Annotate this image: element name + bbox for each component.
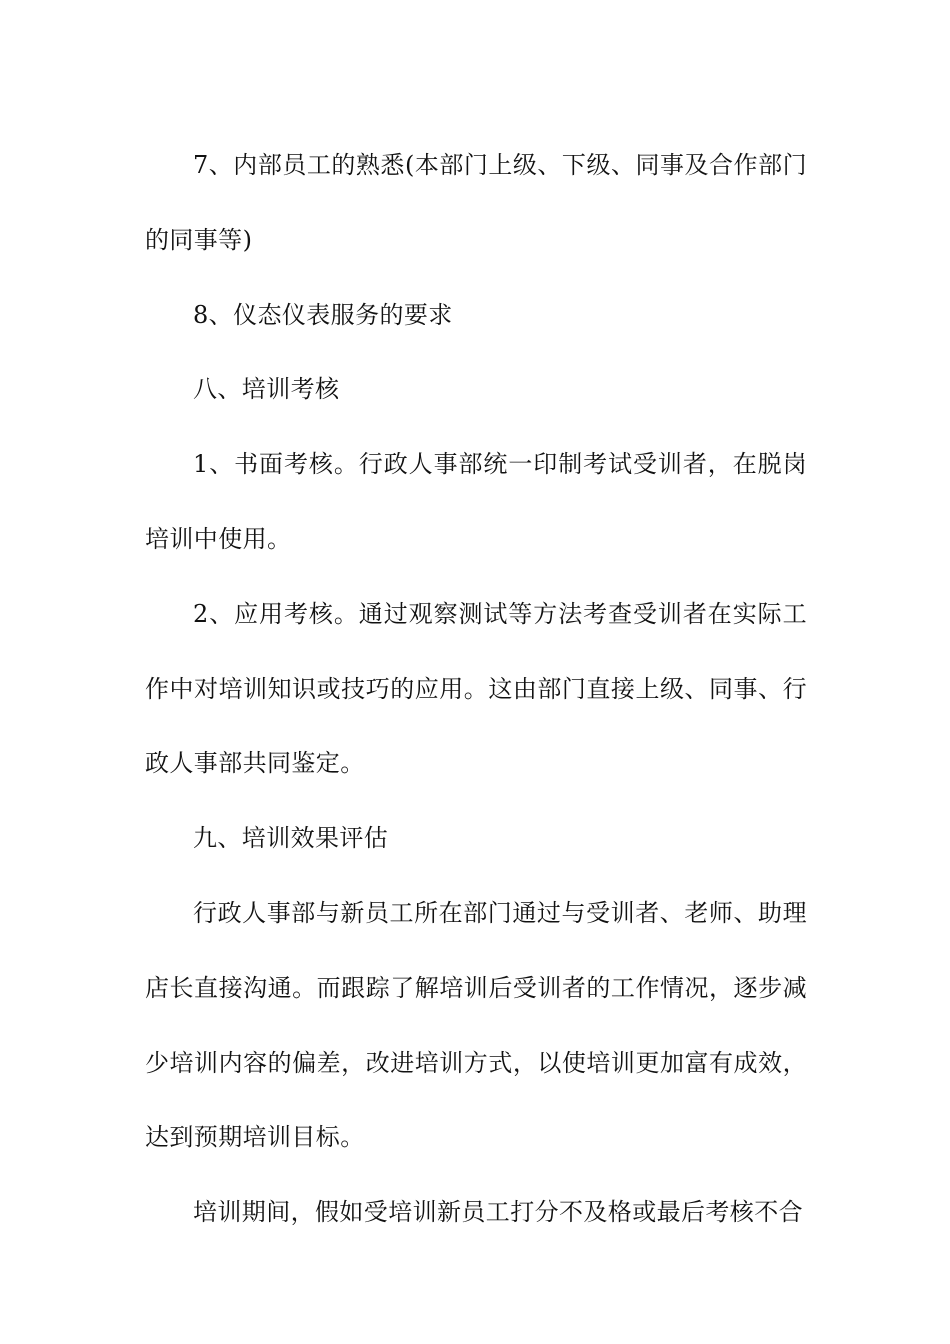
paragraph-written-assessment: 1、书面考核。行政人事部统一印制考试受训者，在脱岗培训中使用。	[145, 450, 807, 553]
document-body	[145, 128, 807, 1250]
section-heading-training-assessment: 八、培训考核	[193, 375, 340, 404]
paragraph-item-7-colleagues: 7、内部员工的熟悉(本部门上级、下级、同事及合作部门的同事等)	[145, 151, 807, 254]
section-heading-training-evaluation: 九、培训效果评估	[193, 824, 389, 853]
paragraph-evaluation-process: 行政人事部与新员工所在部门通过与受训者、老师、助理店长直接沟通。而跟踪了解培训后受训者的工作情况，逐步减少培训内容的偏差，改进培训方式，以使培训更加富有成效，达到预期培训目标。	[145, 898, 807, 1152]
paragraph-item-8-appearance: 8、仪态仪表服务的要求	[193, 300, 453, 329]
paragraph-applied-assessment: 2、应用考核。通过观察测试等方法考查受训者在实际工作中对培训知识或技巧的应用。这由部门直接上级、同事、行政人事部共同鉴定。	[145, 599, 807, 778]
paragraph-training-period: 培训期间，假如受培训新员工打分不及格或最后考核不合	[193, 1198, 803, 1227]
